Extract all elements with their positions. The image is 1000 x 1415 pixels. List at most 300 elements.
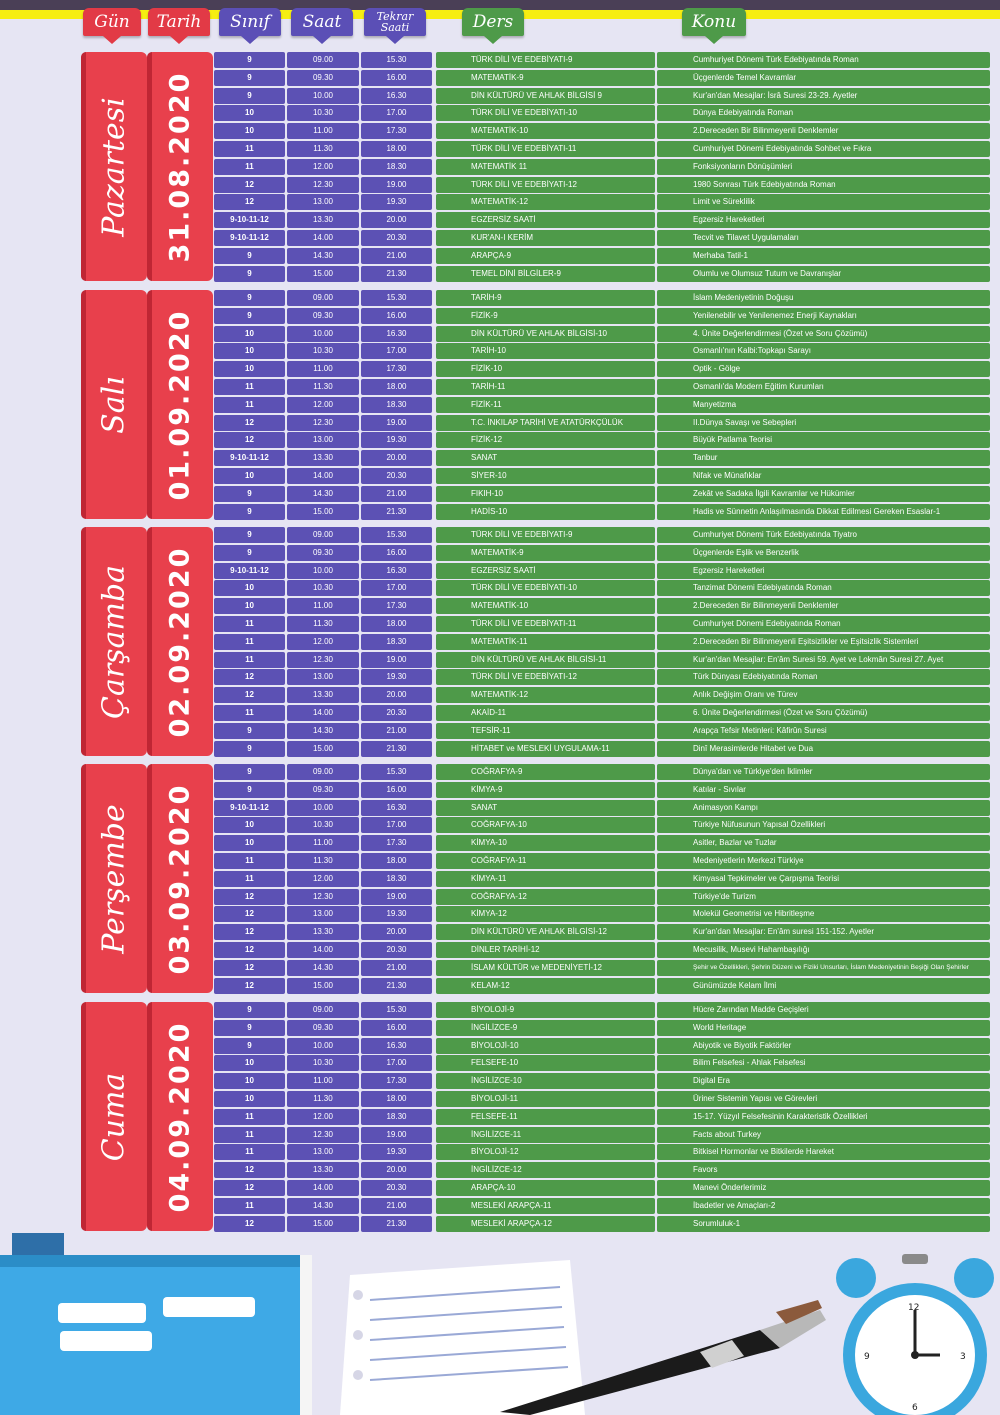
topic-cell: Hücre Zarından Madde Geçişleri bbox=[657, 1002, 990, 1018]
topic-cell: Günümüzde Kelam İlmi bbox=[657, 978, 990, 994]
time-cell: 10.00 bbox=[287, 326, 359, 342]
table-row bbox=[0, 52, 1000, 68]
lesson-cell: TÜRK DİLİ VE EDEBİYATI-10 bbox=[436, 580, 655, 596]
lesson-cell: TÜRK DİLİ VE EDEBİYATI-12 bbox=[436, 177, 655, 193]
lesson-cell: SANAT bbox=[436, 450, 655, 466]
lesson-cell: MATEMATİK-9 bbox=[436, 70, 655, 86]
lesson-cell: MESLEKİ ARAPÇA-11 bbox=[436, 1198, 655, 1214]
repeat-time-cell: 17.30 bbox=[361, 835, 432, 851]
topic-cell: 2.Dereceden Bir Bilinmeyenli Eşitsizlikler ve Eşitsizlik Sistemleri bbox=[657, 634, 990, 650]
time-cell: 11.30 bbox=[287, 141, 359, 157]
topic-cell: Mecusilik, Musevi Hahambaşılığı bbox=[657, 942, 990, 958]
class-cell: 10 bbox=[214, 580, 285, 596]
lesson-cell: COĞRAFYA-10 bbox=[436, 817, 655, 833]
lesson-cell: ARAPÇA-10 bbox=[436, 1180, 655, 1196]
topic-cell: Bitkisel Hormonlar ve Bitkilerde Hareket bbox=[657, 1144, 990, 1160]
svg-text:9: 9 bbox=[864, 1352, 870, 1362]
time-cell: 09.30 bbox=[287, 1020, 359, 1036]
topic-cell: Kur'an'dan Mesajlar: En'âm suresi 151-152. Ayetler bbox=[657, 924, 990, 940]
header-tekrar-saati bbox=[364, 8, 426, 36]
lesson-cell: BİYOLOJİ-12 bbox=[436, 1144, 655, 1160]
table-row bbox=[0, 308, 1000, 324]
class-cell: 12 bbox=[214, 889, 285, 905]
topic-cell: Optik - Gölge bbox=[657, 361, 990, 377]
repeat-time-cell: 21.30 bbox=[361, 1216, 432, 1232]
lesson-cell: TÜRK DİLİ VE EDEBİYATI-11 bbox=[436, 616, 655, 632]
table-row bbox=[0, 432, 1000, 448]
class-cell: 10 bbox=[214, 361, 285, 377]
class-cell: 12 bbox=[214, 1216, 285, 1232]
time-cell: 15.00 bbox=[287, 1216, 359, 1232]
class-cell: 9-10-11-12 bbox=[214, 800, 285, 816]
repeat-time-cell: 20.00 bbox=[361, 924, 432, 940]
class-cell: 9-10-11-12 bbox=[214, 563, 285, 579]
fountain-pen-icon bbox=[500, 1300, 840, 1415]
header-saat-label: Saat bbox=[302, 12, 342, 32]
topic-cell: 6. Ünite Değerlendirmesi (Özet ve Soru Çözümü) bbox=[657, 705, 990, 721]
table-row bbox=[0, 194, 1000, 210]
table-row bbox=[0, 1020, 1000, 1036]
repeat-time-cell: 18.00 bbox=[361, 616, 432, 632]
time-cell: 10.30 bbox=[287, 343, 359, 359]
table-row bbox=[0, 450, 1000, 466]
class-cell: 9 bbox=[214, 504, 285, 520]
class-cell: 10 bbox=[214, 468, 285, 484]
class-cell: 9 bbox=[214, 266, 285, 282]
lesson-cell: BİYOLOJİ-9 bbox=[436, 1002, 655, 1018]
repeat-time-cell: 21.30 bbox=[361, 504, 432, 520]
time-cell: 15.00 bbox=[287, 504, 359, 520]
time-cell: 09.00 bbox=[287, 764, 359, 780]
time-cell: 11.30 bbox=[287, 616, 359, 632]
repeat-time-cell: 20.30 bbox=[361, 1180, 432, 1196]
repeat-time-cell: 19.30 bbox=[361, 194, 432, 210]
topic-cell: Abiyotik ve Biyotik Faktörler bbox=[657, 1038, 990, 1054]
table-row bbox=[0, 705, 1000, 721]
class-cell: 10 bbox=[214, 123, 285, 139]
lesson-cell: TÜRK DİLİ VE EDEBİYATI-12 bbox=[436, 669, 655, 685]
time-cell: 09.30 bbox=[287, 545, 359, 561]
table-row bbox=[0, 397, 1000, 413]
header-tekrar-line1: Tekrar bbox=[376, 10, 414, 23]
table-row bbox=[0, 741, 1000, 757]
class-cell: 10 bbox=[214, 1055, 285, 1071]
class-cell: 9 bbox=[214, 764, 285, 780]
class-cell: 9 bbox=[214, 88, 285, 104]
lesson-cell: DİN KÜLTÜRÜ VE AHLAK BİLGİSİ 9 bbox=[436, 88, 655, 104]
class-cell: 12 bbox=[214, 1180, 285, 1196]
topic-cell: Üçgenlerde Temel Kavramlar bbox=[657, 70, 990, 86]
lesson-cell: TÜRK DİLİ VE EDEBİYATI-10 bbox=[436, 105, 655, 121]
table-row bbox=[0, 723, 1000, 739]
class-cell: 12 bbox=[214, 194, 285, 210]
time-cell: 13.30 bbox=[287, 450, 359, 466]
repeat-time-cell: 20.00 bbox=[361, 450, 432, 466]
table-row bbox=[0, 563, 1000, 579]
date-text: 31.08.2020 bbox=[164, 71, 196, 263]
lesson-cell: HİTABET ve MESLEKİ UYGULAMA-11 bbox=[436, 741, 655, 757]
topic-cell: Osmanlı'da Modern Eğitim Kurumları bbox=[657, 379, 990, 395]
table-row bbox=[0, 1073, 1000, 1089]
class-cell: 9 bbox=[214, 741, 285, 757]
topic-cell: Favors bbox=[657, 1162, 990, 1178]
topic-cell: Üçgenlerde Eşlik ve Benzerlik bbox=[657, 545, 990, 561]
lesson-cell: İSLAM KÜLTÜR ve MEDENİYETİ-12 bbox=[436, 960, 655, 976]
class-cell: 11 bbox=[214, 141, 285, 157]
lesson-cell: TÜRK DİLİ VE EDEBİYATI-9 bbox=[436, 527, 655, 543]
class-cell: 9 bbox=[214, 545, 285, 561]
topic-cell: Tanbur bbox=[657, 450, 990, 466]
repeat-time-cell: 17.30 bbox=[361, 361, 432, 377]
table-row bbox=[0, 290, 1000, 306]
topic-cell: Cumhuriyet Dönemi Edebiyatında Roman bbox=[657, 616, 990, 632]
class-cell: 10 bbox=[214, 1073, 285, 1089]
topic-cell: Dünya Edebiyatında Roman bbox=[657, 105, 990, 121]
time-cell: 10.30 bbox=[287, 105, 359, 121]
repeat-time-cell: 18.30 bbox=[361, 1109, 432, 1125]
repeat-time-cell: 20.00 bbox=[361, 212, 432, 228]
header-tarih bbox=[148, 8, 210, 36]
repeat-time-cell: 17.00 bbox=[361, 1055, 432, 1071]
lesson-cell: MATEMATİK-11 bbox=[436, 634, 655, 650]
table-row bbox=[0, 361, 1000, 377]
table-row bbox=[0, 177, 1000, 193]
table-row bbox=[0, 1127, 1000, 1143]
lesson-cell: SİYER-10 bbox=[436, 468, 655, 484]
class-cell: 12 bbox=[214, 432, 285, 448]
repeat-time-cell: 18.00 bbox=[361, 141, 432, 157]
topic-cell: World Heritage bbox=[657, 1020, 990, 1036]
time-cell: 11.00 bbox=[287, 835, 359, 851]
time-cell: 13.00 bbox=[287, 669, 359, 685]
time-cell: 10.00 bbox=[287, 88, 359, 104]
class-cell: 11 bbox=[214, 1198, 285, 1214]
class-cell: 10 bbox=[214, 343, 285, 359]
class-cell: 9 bbox=[214, 70, 285, 86]
table-row bbox=[0, 580, 1000, 596]
topic-cell: Egzersiz Hareketleri bbox=[657, 563, 990, 579]
class-cell: 11 bbox=[214, 705, 285, 721]
day-name: Çarşamba bbox=[96, 564, 132, 719]
repeat-time-cell: 16.30 bbox=[361, 800, 432, 816]
table-row bbox=[0, 230, 1000, 246]
header-tekrar-line2: Saati bbox=[380, 21, 410, 34]
topic-cell: İslam Medeniyetinin Doğuşu bbox=[657, 290, 990, 306]
topic-cell: Digital Era bbox=[657, 1073, 990, 1089]
table-row bbox=[0, 159, 1000, 175]
repeat-time-cell: 17.00 bbox=[361, 817, 432, 833]
class-cell: 12 bbox=[214, 942, 285, 958]
repeat-time-cell: 20.30 bbox=[361, 230, 432, 246]
class-cell: 10 bbox=[214, 598, 285, 614]
topic-cell: Nifak ve Münafıklar bbox=[657, 468, 990, 484]
repeat-time-cell: 19.00 bbox=[361, 652, 432, 668]
time-cell: 09.00 bbox=[287, 290, 359, 306]
time-cell: 14.00 bbox=[287, 230, 359, 246]
topic-cell: Katılar - Sıvılar bbox=[657, 782, 990, 798]
header-gun bbox=[83, 8, 141, 36]
lesson-cell: KİMYA-10 bbox=[436, 835, 655, 851]
table-row bbox=[0, 486, 1000, 502]
table-row bbox=[0, 616, 1000, 632]
table-row bbox=[0, 212, 1000, 228]
table-row bbox=[0, 942, 1000, 958]
topic-cell: Manevi Önderlerimiz bbox=[657, 1180, 990, 1196]
topic-cell: Medeniyetlerin Merkezi Türkiye bbox=[657, 853, 990, 869]
topic-cell: Büyük Patlama Teorisi bbox=[657, 432, 990, 448]
repeat-time-cell: 17.00 bbox=[361, 580, 432, 596]
table-row bbox=[0, 1002, 1000, 1018]
lesson-cell: MATEMATİK-10 bbox=[436, 598, 655, 614]
lesson-cell: MATEMATİK-12 bbox=[436, 194, 655, 210]
topic-cell: İbadetler ve Amaçları-2 bbox=[657, 1198, 990, 1214]
repeat-time-cell: 15.30 bbox=[361, 1002, 432, 1018]
time-cell: 13.00 bbox=[287, 194, 359, 210]
lesson-cell: MATEMATİK-9 bbox=[436, 545, 655, 561]
time-cell: 13.00 bbox=[287, 432, 359, 448]
topic-cell: Hadis ve Sünnetin Anlaşılmasında Dikkat Edilmesi Gereken Esaslar-1 bbox=[657, 504, 990, 520]
time-cell: 14.00 bbox=[287, 1180, 359, 1196]
lesson-cell: TARİH-10 bbox=[436, 343, 655, 359]
class-cell: 12 bbox=[214, 415, 285, 431]
topic-cell: Sorumluluk-1 bbox=[657, 1216, 990, 1232]
table-row bbox=[0, 343, 1000, 359]
time-cell: 13.30 bbox=[287, 687, 359, 703]
class-cell: 12 bbox=[214, 960, 285, 976]
time-cell: 11.30 bbox=[287, 1091, 359, 1107]
time-cell: 12.00 bbox=[287, 159, 359, 175]
repeat-time-cell: 20.00 bbox=[361, 1162, 432, 1178]
class-cell: 9 bbox=[214, 1038, 285, 1054]
topic-cell: Kimyasal Tepkimeler ve Çarpışma Teorisi bbox=[657, 871, 990, 887]
repeat-time-cell: 21.00 bbox=[361, 960, 432, 976]
repeat-time-cell: 18.00 bbox=[361, 1091, 432, 1107]
time-cell: 13.30 bbox=[287, 212, 359, 228]
topic-cell: Dünya'dan ve Türkiye'den İklimler bbox=[657, 764, 990, 780]
repeat-time-cell: 19.00 bbox=[361, 415, 432, 431]
lesson-cell: TEMEL DİNİ BİLGİLER-9 bbox=[436, 266, 655, 282]
repeat-time-cell: 21.30 bbox=[361, 741, 432, 757]
header-gun-label: Gün bbox=[94, 12, 130, 32]
class-cell: 11 bbox=[214, 853, 285, 869]
time-cell: 09.00 bbox=[287, 527, 359, 543]
table-row bbox=[0, 634, 1000, 650]
time-cell: 15.00 bbox=[287, 741, 359, 757]
topic-cell: Şehir ve Özellikleri, Şehrin Düzeni ve Fiziki Unsurları, İslam Medeniyetinin Beşiği Olan Şehirler bbox=[657, 960, 990, 976]
notebook-icon bbox=[0, 1225, 330, 1415]
topic-cell: Cumhuriyet Dönemi Edebiyatında Sohbet ve Fıkra bbox=[657, 141, 990, 157]
repeat-time-cell: 16.30 bbox=[361, 563, 432, 579]
table-row bbox=[0, 764, 1000, 780]
class-cell: 12 bbox=[214, 1162, 285, 1178]
time-cell: 13.30 bbox=[287, 924, 359, 940]
class-cell: 9 bbox=[214, 527, 285, 543]
lesson-cell: KUR'AN-I KERİM bbox=[436, 230, 655, 246]
table-row bbox=[0, 978, 1000, 994]
repeat-time-cell: 17.30 bbox=[361, 598, 432, 614]
repeat-time-cell: 21.00 bbox=[361, 1198, 432, 1214]
repeat-time-cell: 15.30 bbox=[361, 764, 432, 780]
topic-cell: II.Dünya Savaşı ve Sebepleri bbox=[657, 415, 990, 431]
topic-cell: 15-17. Yüzyıl Felsefesinin Karakteristik Özellikleri bbox=[657, 1109, 990, 1125]
class-cell: 11 bbox=[214, 634, 285, 650]
lesson-cell: İNGİLİZCE-10 bbox=[436, 1073, 655, 1089]
lesson-cell: HADİS-10 bbox=[436, 504, 655, 520]
class-cell: 9 bbox=[214, 782, 285, 798]
time-cell: 09.30 bbox=[287, 308, 359, 324]
lesson-cell: MATEMATİK 11 bbox=[436, 159, 655, 175]
time-cell: 11.30 bbox=[287, 379, 359, 395]
repeat-time-cell: 21.30 bbox=[361, 266, 432, 282]
lesson-cell: FİZİK-10 bbox=[436, 361, 655, 377]
lesson-cell: FIKIH-10 bbox=[436, 486, 655, 502]
time-cell: 14.30 bbox=[287, 1198, 359, 1214]
lesson-cell: DİNLER TARİHİ-12 bbox=[436, 942, 655, 958]
lesson-cell: KİMYA-11 bbox=[436, 871, 655, 887]
table-row bbox=[0, 266, 1000, 282]
lesson-cell: FİZİK-12 bbox=[436, 432, 655, 448]
lesson-cell: TEFSİR-11 bbox=[436, 723, 655, 739]
header-sinif bbox=[219, 8, 281, 36]
class-cell: 10 bbox=[214, 326, 285, 342]
repeat-time-cell: 17.00 bbox=[361, 105, 432, 121]
time-cell: 13.30 bbox=[287, 1162, 359, 1178]
class-cell: 9 bbox=[214, 290, 285, 306]
header-saat bbox=[291, 8, 353, 36]
table-row bbox=[0, 1055, 1000, 1071]
class-cell: 11 bbox=[214, 1109, 285, 1125]
table-row bbox=[0, 248, 1000, 264]
header-konu bbox=[682, 8, 746, 36]
lesson-cell: DİN KÜLTÜRÜ VE AHLAK BİLGİSİ-10 bbox=[436, 326, 655, 342]
repeat-time-cell: 18.00 bbox=[361, 853, 432, 869]
repeat-time-cell: 17.30 bbox=[361, 1073, 432, 1089]
topic-cell: Tecvit ve Tilavet Uygulamaları bbox=[657, 230, 990, 246]
day-name: Perşembe bbox=[96, 803, 132, 954]
time-cell: 12.30 bbox=[287, 177, 359, 193]
topic-cell: Üriner Sistemin Yapısı ve Görevleri bbox=[657, 1091, 990, 1107]
lesson-cell: EGZERSİZ SAATİ bbox=[436, 563, 655, 579]
table-row bbox=[0, 379, 1000, 395]
repeat-time-cell: 19.00 bbox=[361, 889, 432, 905]
date-text: 02.09.2020 bbox=[164, 546, 196, 738]
time-cell: 11.00 bbox=[287, 123, 359, 139]
table-row bbox=[0, 141, 1000, 157]
table-row bbox=[0, 504, 1000, 520]
time-cell: 10.00 bbox=[287, 800, 359, 816]
lesson-cell: BİYOLOJİ-10 bbox=[436, 1038, 655, 1054]
time-cell: 14.30 bbox=[287, 486, 359, 502]
topic-cell: Bilim Felsefesi - Ahlak Felsefesi bbox=[657, 1055, 990, 1071]
time-cell: 14.00 bbox=[287, 705, 359, 721]
lesson-cell: İNGİLİZCE-9 bbox=[436, 1020, 655, 1036]
lesson-cell: KİMYA-12 bbox=[436, 906, 655, 922]
table-row bbox=[0, 800, 1000, 816]
topic-cell: Osmanlı'nın Kalbi:Topkapı Sarayı bbox=[657, 343, 990, 359]
time-cell: 11.00 bbox=[287, 1073, 359, 1089]
repeat-time-cell: 19.30 bbox=[361, 906, 432, 922]
time-cell: 09.00 bbox=[287, 1002, 359, 1018]
repeat-time-cell: 21.00 bbox=[361, 248, 432, 264]
time-cell: 10.00 bbox=[287, 1038, 359, 1054]
repeat-time-cell: 15.30 bbox=[361, 527, 432, 543]
topic-cell: Fonksiyonların Dönüşümleri bbox=[657, 159, 990, 175]
topic-cell: Facts about Turkey bbox=[657, 1127, 990, 1143]
topic-cell: Animasyon Kampı bbox=[657, 800, 990, 816]
table-row bbox=[0, 1162, 1000, 1178]
topic-cell: Cumhuriyet Dönemi Türk Edebiyatında Roman bbox=[657, 52, 990, 68]
lesson-cell: EGZERSİZ SAATİ bbox=[436, 212, 655, 228]
table-row bbox=[0, 545, 1000, 561]
class-cell: 9-10-11-12 bbox=[214, 450, 285, 466]
time-cell: 14.00 bbox=[287, 942, 359, 958]
class-cell: 12 bbox=[214, 906, 285, 922]
table-row bbox=[0, 105, 1000, 121]
time-cell: 14.30 bbox=[287, 248, 359, 264]
table-row bbox=[0, 889, 1000, 905]
class-cell: 10 bbox=[214, 105, 285, 121]
time-cell: 12.30 bbox=[287, 415, 359, 431]
topic-cell: Olumlu ve Olumsuz Tutum ve Davranışlar bbox=[657, 266, 990, 282]
table-row bbox=[0, 782, 1000, 798]
topic-cell: Türkiye'de Turizm bbox=[657, 889, 990, 905]
table-row bbox=[0, 687, 1000, 703]
lesson-cell: İNGİLİZCE-12 bbox=[436, 1162, 655, 1178]
class-cell: 11 bbox=[214, 616, 285, 632]
repeat-time-cell: 19.00 bbox=[361, 177, 432, 193]
table-row bbox=[0, 924, 1000, 940]
day-name: Cuma bbox=[96, 1072, 132, 1161]
topic-cell: Türk Dünyası Edebiyatında Roman bbox=[657, 669, 990, 685]
lesson-cell: MESLEKİ ARAPÇA-12 bbox=[436, 1216, 655, 1232]
repeat-time-cell: 17.00 bbox=[361, 343, 432, 359]
table-row bbox=[0, 415, 1000, 431]
topic-cell: Manyetizma bbox=[657, 397, 990, 413]
class-cell: 10 bbox=[214, 835, 285, 851]
repeat-time-cell: 21.00 bbox=[361, 486, 432, 502]
lesson-cell: TÜRK DİLİ VE EDEBİYATI-11 bbox=[436, 141, 655, 157]
lesson-cell: TARİH-9 bbox=[436, 290, 655, 306]
lesson-cell: DİN KÜLTÜRÜ VE AHLAK BİLGİSİ-11 bbox=[436, 652, 655, 668]
time-cell: 12.30 bbox=[287, 889, 359, 905]
class-cell: 12 bbox=[214, 669, 285, 685]
header-konu-label: Konu bbox=[691, 12, 737, 32]
topic-cell: Zekât ve Sadaka İlgili Kavramlar ve Hükümler bbox=[657, 486, 990, 502]
class-cell: 12 bbox=[214, 177, 285, 193]
table-row bbox=[0, 527, 1000, 543]
table-row bbox=[0, 1038, 1000, 1054]
lesson-cell: KELAM-12 bbox=[436, 978, 655, 994]
table-row bbox=[0, 123, 1000, 139]
lesson-cell: SANAT bbox=[436, 800, 655, 816]
lesson-cell: COĞRAFYA-12 bbox=[436, 889, 655, 905]
repeat-time-cell: 16.00 bbox=[361, 1020, 432, 1036]
repeat-time-cell: 16.30 bbox=[361, 1038, 432, 1054]
class-cell: 9 bbox=[214, 1020, 285, 1036]
svg-text:12: 12 bbox=[908, 1303, 920, 1313]
svg-text:3: 3 bbox=[960, 1352, 966, 1362]
time-cell: 11.00 bbox=[287, 598, 359, 614]
repeat-time-cell: 15.30 bbox=[361, 290, 432, 306]
date-text: 04.09.2020 bbox=[164, 1021, 196, 1213]
repeat-time-cell: 20.30 bbox=[361, 705, 432, 721]
topic-cell: Asitler, Bazlar ve Tuzlar bbox=[657, 835, 990, 851]
class-cell: 9 bbox=[214, 308, 285, 324]
time-cell: 12.00 bbox=[287, 397, 359, 413]
table-row bbox=[0, 835, 1000, 851]
time-cell: 13.00 bbox=[287, 906, 359, 922]
repeat-time-cell: 18.30 bbox=[361, 871, 432, 887]
